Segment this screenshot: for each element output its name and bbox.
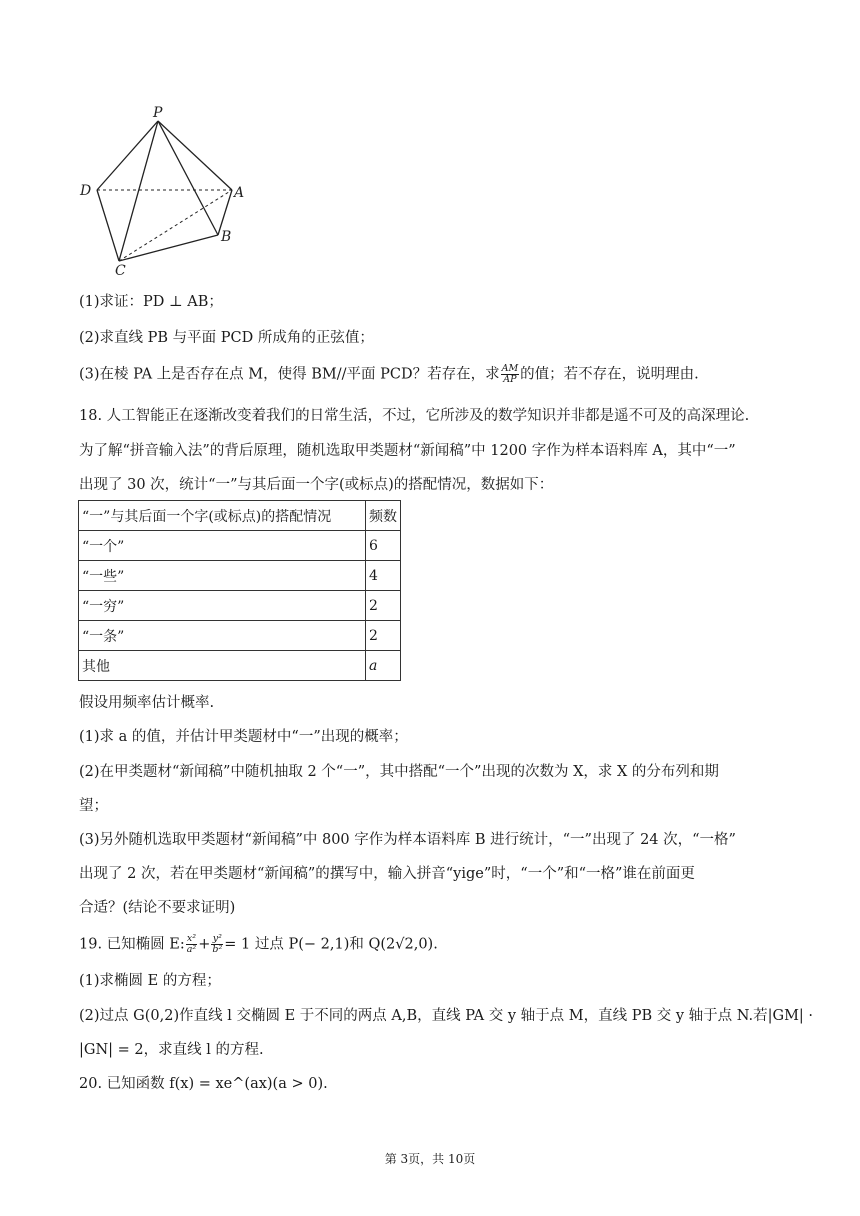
q18-line1: 18. 人工智能正在逐渐改变着我们的日常生活，不过，它所涉及的数学知识并非都是遥不可及的高深理论. <box>79 408 750 424</box>
q18-line3: 出现了 30 次，统计“一”与其后面一个字(或标点)的搭配情况，数据如下： <box>79 477 554 493</box>
fraction-x2-a2: $\frac{\text{x²}}{\text{a²}}$ <box>186 933 197 955</box>
q17-part1: (1)求证：PD ⊥ AB； <box>79 294 223 310</box>
label-P: P <box>153 105 163 121</box>
q17-part2: (2)求直线 PB 与平面 PCD 所成角的正弦值； <box>79 330 374 346</box>
table-row <box>79 531 401 561</box>
q18-part2-b: 望； <box>79 798 108 814</box>
q19-part1: (1)求椭圆 E 的方程； <box>79 973 221 989</box>
table-cell-pairing: “一些” <box>79 561 366 591</box>
table-cell-pairing: “一穷” <box>79 591 366 621</box>
edge-PA <box>158 121 232 190</box>
q19-part2-b: |GN| = 2，求直线 l 的方程. <box>79 1042 264 1058</box>
q18-part3-b: 出现了 2 次，若在甲类题材“新闻稿”的撰写中，输入拼音“yige”时，“一个”和“一格”谁在前面更 <box>79 866 695 882</box>
edge-PB <box>158 121 218 235</box>
q20-line1: 20. 已知函数 f(x) = xe^(ax)(a > 0). <box>79 1076 328 1092</box>
table-cell-frequency: 6 <box>366 531 401 561</box>
q18-part3-c: 合适？(结论不要求证明) <box>79 900 236 916</box>
q19-line1: 19. 已知椭圆 E: $\frac{\text{x²}}{\text{a²}}$ + $\frac{\text{y²}}{\text{b²}}$ = 1 过点 P(− 2,1)和 Q(2√2,0). <box>79 933 438 955</box>
table-cell-frequency: 4 <box>366 561 401 591</box>
table-cell-frequency: 2 <box>366 591 401 621</box>
label-B: B <box>221 229 232 245</box>
q19-text-b: = 1 过点 P(− 2,1)和 Q(2√2,0). <box>224 936 438 953</box>
page-footer: 第 3页，共 10页 <box>384 1152 476 1166</box>
table-header-row <box>79 501 401 531</box>
label-C: C <box>115 263 126 279</box>
table-cell-pairing: 其他 <box>79 651 366 681</box>
q17-part3-text-b: 的值；若不存在，说明理由. <box>520 366 699 383</box>
edge-PC <box>119 121 158 261</box>
label-D: D <box>80 183 92 199</box>
table-row <box>79 561 401 591</box>
table-row <box>79 591 401 621</box>
fraction-y2-b2: $\frac{\text{y²}}{\text{b²}}$ <box>212 933 223 955</box>
table-header-pairing: “一”与其后面一个字(或标点)的搭配情况 <box>79 501 366 531</box>
table-cell-pairing: “一个” <box>79 531 366 561</box>
table-header-frequency: 频数 <box>366 501 401 531</box>
table-row <box>79 621 401 651</box>
q17-part3-text-a: (3)在棱 PA 上是否存在点 M，使得 BM//平面 PCD？若存在，求 <box>79 366 500 383</box>
table-row <box>79 651 401 681</box>
q18-part2-a: (2)在甲类题材“新闻稿”中随机抽取 2 个“一”，其中搭配“一个”出现的次数为 X，求 X 的分布列和期 <box>79 764 719 780</box>
edge-CB <box>119 235 218 261</box>
edge-DC <box>97 190 119 261</box>
q19-text-a: 19. 已知椭圆 E: <box>79 936 185 953</box>
frequency-table <box>78 500 401 681</box>
q19-part2-a: (2)过点 G(0,2)作直线 l 交椭圆 E 于不同的两点 A,B，直线 PA 交 y 轴于点 M，直线 PB 交 y 轴于点 N.若|GM| · <box>79 1008 814 1024</box>
pyramid-figure <box>70 100 260 285</box>
q17-part3 <box>79 364 699 385</box>
q18-assume: 假设用频率估计概率. <box>79 695 215 711</box>
table-cell-frequency: 2 <box>366 621 401 651</box>
ratio-AM-AP: $\frac{AM}{AP}$ <box>501 363 519 385</box>
label-A: A <box>234 185 245 201</box>
table-cell-frequency: a <box>366 651 401 681</box>
q18-part3-a: (3)另外随机选取甲类题材“新闻稿”中 800 字作为样本语料库 B 进行统计，“一”出现了 24 次，“一格” <box>79 832 736 848</box>
q18-line2: 为了解“拼音输入法”的背后原理，随机选取甲类题材“新闻稿”中 1200 字作为样本语料库 A，其中“一” <box>79 443 736 459</box>
table-cell-pairing: “一条” <box>79 621 366 651</box>
q18-part1: (1)求 a 的值，并估计甲类题材中“一”出现的概率； <box>79 729 408 745</box>
